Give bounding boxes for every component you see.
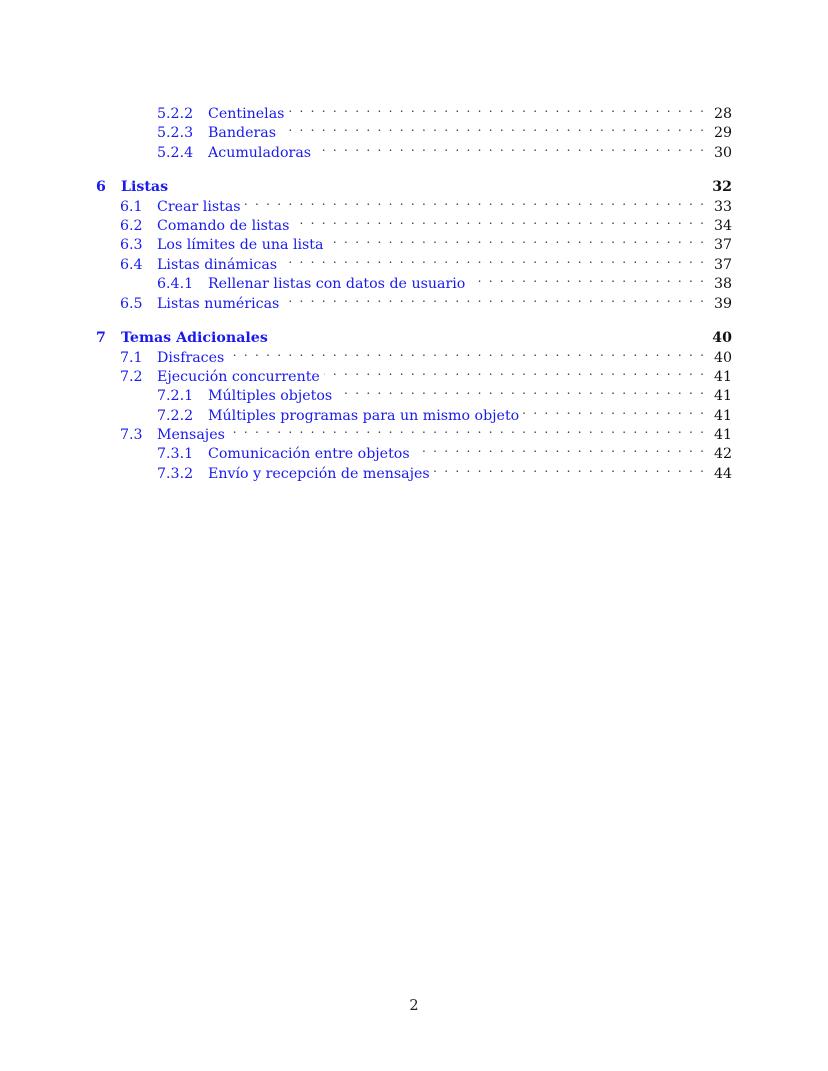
toc-title[interactable]: Rellenar listas con datos de usuario	[208, 275, 469, 294]
toc-title[interactable]: Crear listas	[157, 198, 245, 217]
toc-page: 41	[713, 388, 732, 405]
toc-title[interactable]: Listas	[121, 177, 172, 197]
toc-entry[interactable]	[96, 401, 732, 424]
dot-leader	[336, 381, 704, 400]
toc-number: 6.2	[120, 218, 143, 235]
toc-number: 7.3	[120, 427, 143, 444]
toc-page: 38	[713, 276, 732, 293]
page-number: 2	[409, 998, 419, 1014]
toc-number: 7.2.1	[157, 388, 194, 405]
dot-leader	[324, 362, 704, 381]
toc-title[interactable]: Múltiples programas para un mismo objeto	[208, 407, 523, 426]
toc-entry[interactable]	[96, 99, 732, 122]
spacer	[272, 323, 704, 342]
toc-entry[interactable]	[96, 459, 732, 482]
spacer	[172, 172, 704, 191]
toc-number: 7.1	[120, 349, 143, 366]
toc-page: 41	[713, 427, 732, 444]
toc-number: 7	[96, 329, 106, 346]
toc-page: 34	[713, 218, 732, 235]
toc-chapter[interactable]	[96, 172, 732, 195]
dot-leader	[523, 401, 704, 420]
dot-leader	[315, 138, 704, 157]
toc-page: 32	[712, 178, 732, 195]
toc-page: 28	[713, 106, 732, 122]
toc-number: 6.5	[120, 295, 143, 312]
toc-title[interactable]: Listas numéricas	[157, 295, 283, 314]
toc-number: 6.4	[120, 256, 143, 273]
toc-page: 39	[713, 295, 732, 312]
toc-number: 5.2.4	[157, 144, 194, 161]
toc-page: 42	[713, 446, 732, 463]
toc-number: 6.4.1	[157, 276, 194, 293]
toc-title[interactable]: Listas dinámicas	[157, 256, 281, 275]
toc-page: 37	[713, 237, 732, 254]
dot-leader	[469, 269, 704, 288]
toc-entry[interactable]	[96, 138, 732, 161]
toc-page: 30	[713, 144, 732, 161]
toc-title[interactable]: Comunicación entre objetos	[208, 445, 414, 464]
toc-number: 5.2.2	[157, 106, 194, 122]
dot-leader	[288, 99, 704, 118]
toc-entry[interactable]	[96, 118, 732, 142]
toc-number: 7.2	[120, 368, 143, 385]
toc-page: 37	[713, 256, 732, 273]
dot-leader	[414, 439, 704, 458]
toc-page: 29	[713, 125, 732, 142]
toc-chapter[interactable]	[96, 323, 732, 346]
toc-page: 44	[713, 465, 732, 482]
toc-page: 41	[713, 368, 732, 385]
toc-title[interactable]: Envío y recepción de mensajes	[208, 465, 434, 484]
toc-title[interactable]: Acumuladoras	[208, 144, 315, 163]
toc-page: 40	[712, 329, 732, 346]
toc-number: 7.3.2	[157, 465, 194, 482]
toc-number: 6	[96, 178, 106, 195]
toc-title[interactable]: Los límites de una lista	[157, 236, 327, 255]
toc-title[interactable]: Ejecución concurrente	[157, 368, 324, 387]
toc-number: 5.2.3	[157, 125, 194, 142]
toc-title[interactable]: Centinelas	[208, 105, 288, 124]
toc-title[interactable]: Mensajes	[157, 426, 229, 445]
toc-number: 6.3	[120, 237, 143, 254]
toc-page: 40	[713, 349, 732, 366]
toc-entry[interactable]	[96, 192, 732, 215]
toc-page: 41	[713, 407, 732, 424]
toc-title[interactable]: Comando de listas	[157, 217, 293, 236]
table-of-contents	[96, 99, 732, 482]
toc-number: 7.2.2	[157, 407, 194, 424]
dot-leader	[327, 230, 704, 249]
dot-leader	[281, 250, 704, 269]
toc-title[interactable]: Disfraces	[157, 349, 228, 368]
dot-leader	[280, 118, 704, 137]
toc-title[interactable]: Banderas	[208, 124, 280, 143]
dot-leader	[434, 459, 704, 478]
toc-title[interactable]: Temas Adicionales	[121, 328, 272, 348]
toc-number: 6.1	[120, 198, 143, 215]
toc-page: 33	[713, 198, 732, 215]
dot-leader	[228, 343, 704, 362]
dot-leader	[293, 211, 704, 230]
toc-title[interactable]: Múltiples objetos	[208, 387, 336, 406]
dot-leader	[245, 192, 704, 211]
toc-number: 7.3.1	[157, 446, 194, 463]
